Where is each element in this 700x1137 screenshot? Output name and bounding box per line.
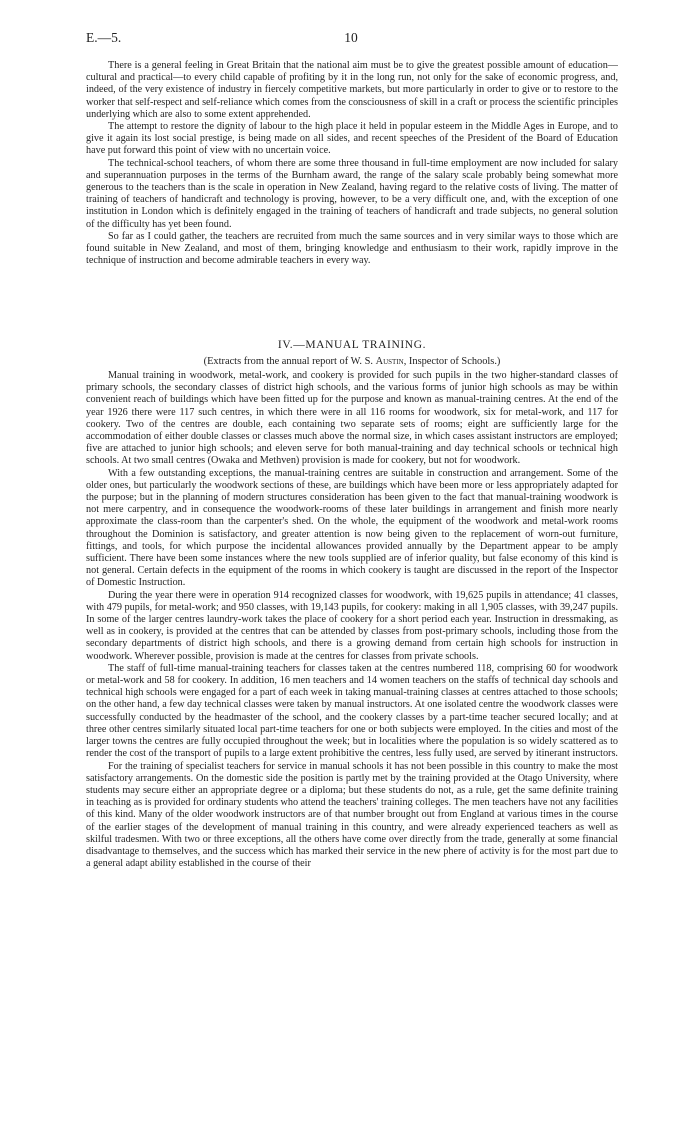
document-reference: E.—5.	[86, 30, 122, 45]
subtitle-suffix: , Inspector of Schools.)	[403, 356, 501, 367]
paragraph: With a few outstanding exceptions, the manual-training centres are suitable in construction and arrangement. Some of the older ones, but particularly the woodwork sections of these, are buildings which have been more or less appropriately adapted for the purpose; but in the planning of modern structures consideration has been given to the fact that manual-training woodwork is not mere carpentry, and in consequence the woodwork-rooms of these later buildings in arrangement and finish more nearly approximate the class-room than the carpenter's shed. On the whole, the equipment of the woodwork and metal-work rooms throughout the Dominion is satisfactory, and greater attention is now being given to the replacement of worn-out furniture, fittings, and tools, for which purpose the incidental allowances provided annually by the Department appear to be amply sufficient. There have been some instances where the new tools supplied are of inferior quality, but false economy of this kind is not general. Certain defects in the equipment of the rooms in which cookery is taught are discussed in the report of the Inspector of Domestic Instruction.	[86, 467, 618, 589]
section-title: IV.—MANUAL TRAINING.	[277, 339, 427, 351]
paragraph: Manual training in woodwork, metal-work, and cookery is provided for such pupils in the two higher-standard classes of primary schools, the secondary classes of district high schools, and the various forms of junior high schools as may be within convenient reach of buildings which have been fitted up for the purpose and known as manual-training centres. At the end of the year 1926 there were 117 such centres, in which there were in all 116 rooms for woodwork, six for metal-work, and 117 for cookery. Two of the centres are double, each containing two separate sets of rooms; eight are sufficiently large for the accommodation of either double classes or classes much above the normal size, in which cases assistant instructors are employed; five are attached to junior high schools; and eleven serve for both manual-training and day technical schools or technical high schools. At two small centres (Owaka and Methven) provision is made for cookery, but not for woodwork.	[86, 370, 618, 467]
paragraph: There is a general feeling in Great Britain that the national aim must be to give the greatest possible amount of education—cultural and practical—to every child capable of profiting by it in the long run, not only for the sake of economic progress, and, indeed, of the very existence of industry in fiercely competitive markets, but more particularly in order to give or to restore to the worker that self-respect and self-reliance which comes from the consciousness of skill in a craft or process the scientific principles underlying which are also to some extent apprehended.	[86, 60, 618, 120]
paragraph: During the year there were in operation 914 recognized classes for woodwork, with 19,625 pupils in attendance; 41 classes, with 479 pupils, for metal-work; and 950 classes, with 19,143 pupils, for cookery: making in all 1,905 classes, with 39,247 pupils. In some of the larger centres laundry-work takes the place of cookery for a short period each year. Instruction in dressmaking, as well as in cookery, is provided at the centres that can be attended by classes from post-primary schools, including those from the secondary departments of district high schools, and there is a growing demand from certain high schools for instruction in woodwork. Wherever possible, provision is made at the centres for classes from private schools.	[86, 589, 618, 662]
section-teachers-britain	[86, 60, 618, 337]
page-body	[86, 60, 618, 870]
paragraph: The staff of full-time manual-training teachers for classes taken at the centres numbered 118, comprising 60 for woodwork or metal-work and 58 for cookery. In addition, 16 men teachers and 14 women teachers on the staffs of technical day schools and technical high schools were engaged for a part of each week in taking manual-training classes at centres attached to those schools; on the other hand, a few day technical classes were taken by manual instructors. At one isolated centre the woodwork classes were successfully conducted by the headmaster of the school, and the cookery classes by a part-time teacher secured locally; and at three other centres similarly situated local part-time teachers for one or both subjects were employed. In the cities and most of the larger towns the centres are fully occupied throughout the week; but in localities where the population is so widely scattered as to render the cost of the transport of pupils to a large extent prohibitive the centres, less fully used, are served by itinerant instructors.	[86, 662, 618, 760]
page-header	[86, 30, 616, 48]
paragraph: For the training of specialist teachers for service in manual schools it has not been possible in this country to make the most satisfactory arrangements. On the domestic side the position is partly met by the training provided at the Otago University, where students may secure either an appropriate degree or a diploma; but these students do not, as a rule, get the same definite training in teaching as is provided for ordinary students who attend the teachers' training colleges. The men teachers have not any facilities of this kind. Many of the older woodwork instructors are of that number brought out from England at various times in the course of the earlier stages of the development of manual training in this country, and were already experienced teachers as well as skilful tradesmen. With two or three exceptions, all the others have come over directly from the trade, generally at some financial disadvantage to themselves, and the success which has marked their service in the new phere of activity is for the most part due to a general adapt ability established in the course of their	[86, 760, 618, 870]
section-manual-training	[86, 370, 618, 870]
paragraph: The attempt to restore the dignity of labour to the high place it held in popular esteem in the Middle Ages in Europe, and to give it again its lost social prestige, is being made on all sides, and recent speeches of the President of the Board of Education have put forward this point of view with no uncertain voice.	[86, 121, 618, 157]
subtitle-prefix: (Extracts from the annual report of W. S.	[203, 356, 376, 367]
paragraph: The technical-school teachers, of whom there are some three thousand in full-time employment are now included for salary and superannuation purposes in the terms of the Burnham award, the range of the salary scale probably being somewhat more generous to the teachers than is the scale in operation in New Zealand, having regard to the relative costs of living. The matter of training of teachers of handicraft and technology is proving, however, to be a very difficult one, and, with the exception of one institution in London which is definitely engaged in the training of teachers of handicraft and trade subjects, no general solution of the difficulty has yet been found.	[86, 157, 618, 230]
inspector-name: Austin	[375, 356, 404, 367]
page-number: 10	[344, 30, 358, 45]
paragraph: So far as I could gather, the teachers are recruited from much the same sources and in very similar ways to those which are found suitable in New Zealand, and most of them, bringing knowledge and enthusiasm to their work, rapidly improve in the technique of instruction and become admirable teachers in every way.	[86, 230, 618, 267]
section-subtitle	[86, 353, 618, 370]
